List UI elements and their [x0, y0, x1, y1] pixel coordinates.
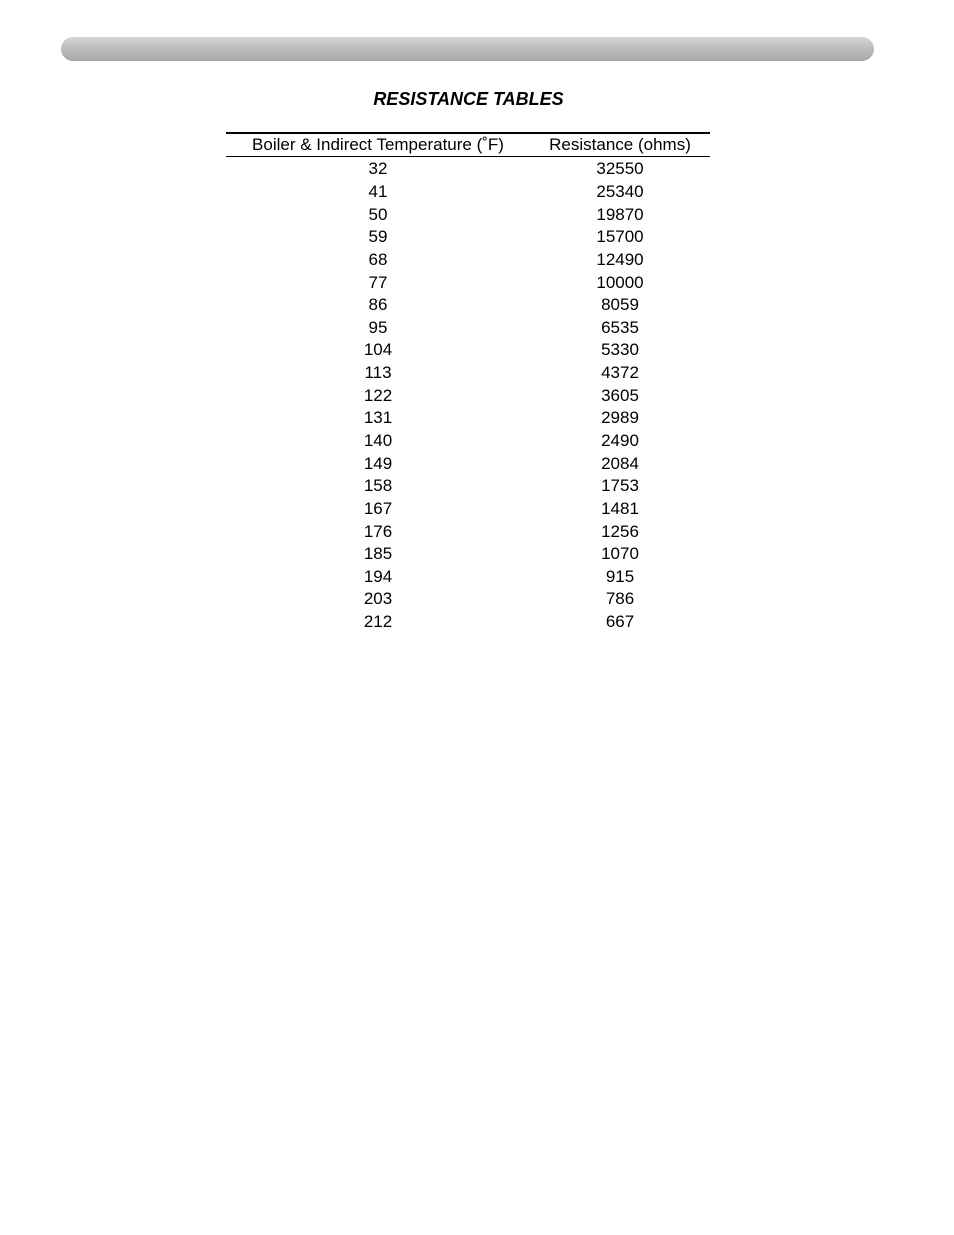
table-row	[226, 384, 710, 407]
resistance-table	[226, 132, 710, 633]
table-row	[226, 498, 710, 521]
temperature-cell: 59	[368, 227, 388, 247]
resistance-cell: 4372	[601, 363, 639, 383]
header-bar	[61, 37, 874, 61]
table-row	[226, 339, 710, 362]
table-row	[226, 158, 710, 181]
column-header-temperature: Boiler & Indirect Temperature (˚F)	[252, 135, 504, 154]
table-row	[226, 271, 710, 294]
resistance-cell: 6535	[601, 317, 639, 337]
temperature-cell: 41	[368, 181, 388, 201]
table-row	[226, 362, 710, 385]
temperature-cell: 68	[368, 249, 388, 269]
temperature-cell: 113	[364, 363, 392, 383]
temperature-cell: 140	[363, 431, 393, 450]
table-row	[226, 181, 710, 204]
resistance-cell: 5330	[601, 340, 639, 360]
table-header	[226, 132, 710, 157]
temperature-cell: 50	[368, 204, 388, 224]
temperature-cell: 122	[363, 385, 393, 405]
table-row	[226, 407, 710, 430]
resistance-cell: 25340	[596, 181, 644, 201]
table-row	[226, 430, 710, 453]
temperature-cell: 32	[368, 159, 388, 179]
resistance-cell: 15700	[596, 227, 644, 247]
resistance-cell: 3605	[601, 385, 639, 405]
table-row	[226, 566, 710, 589]
resistance-cell: 1070	[601, 544, 639, 564]
temperature-cell: 176	[363, 521, 393, 541]
temperature-cell: 158	[363, 476, 393, 496]
table-row	[226, 588, 710, 611]
table-row	[226, 294, 710, 317]
table-row	[226, 226, 710, 249]
resistance-cell: 2084	[601, 453, 639, 473]
table-row	[226, 316, 710, 339]
table-row	[226, 611, 710, 634]
temperature-cell: 149	[363, 453, 393, 473]
resistance-cell: 32550	[596, 159, 644, 179]
temperature-cell: 86	[368, 295, 388, 315]
column-header-resistance: Resistance (ohms)	[549, 135, 691, 154]
resistance-cell: 2989	[601, 408, 639, 428]
resistance-cell: 2490	[601, 431, 639, 450]
temperature-cell: 203	[363, 589, 393, 609]
resistance-cell: 667	[605, 612, 635, 632]
resistance-cell: 12490	[596, 249, 644, 269]
temperature-cell: 104	[363, 340, 393, 360]
table-row	[226, 475, 710, 498]
temperature-cell: 194	[363, 566, 393, 586]
table-row	[226, 520, 710, 543]
resistance-cell: 786	[605, 589, 635, 609]
table-row	[226, 203, 710, 226]
temperature-cell: 185	[363, 544, 393, 564]
table-row	[226, 452, 710, 475]
temperature-cell: 95	[368, 317, 388, 337]
resistance-cell: 1753	[601, 476, 639, 496]
resistance-cell: 1481	[601, 498, 639, 518]
page-title: RESISTANCE TABLES	[373, 89, 564, 109]
temperature-cell: 212	[363, 612, 393, 632]
temperature-cell: 131	[363, 408, 393, 428]
table-row	[226, 543, 710, 566]
resistance-cell: 19870	[596, 204, 644, 224]
temperature-cell: 167	[363, 498, 393, 518]
resistance-cell: 10000	[596, 272, 644, 292]
resistance-cell: 915	[605, 566, 635, 586]
temperature-cell: 77	[368, 272, 388, 292]
table-row	[226, 249, 710, 272]
resistance-cell: 8059	[601, 295, 639, 315]
table-body	[226, 157, 710, 633]
resistance-cell: 1256	[601, 521, 639, 541]
